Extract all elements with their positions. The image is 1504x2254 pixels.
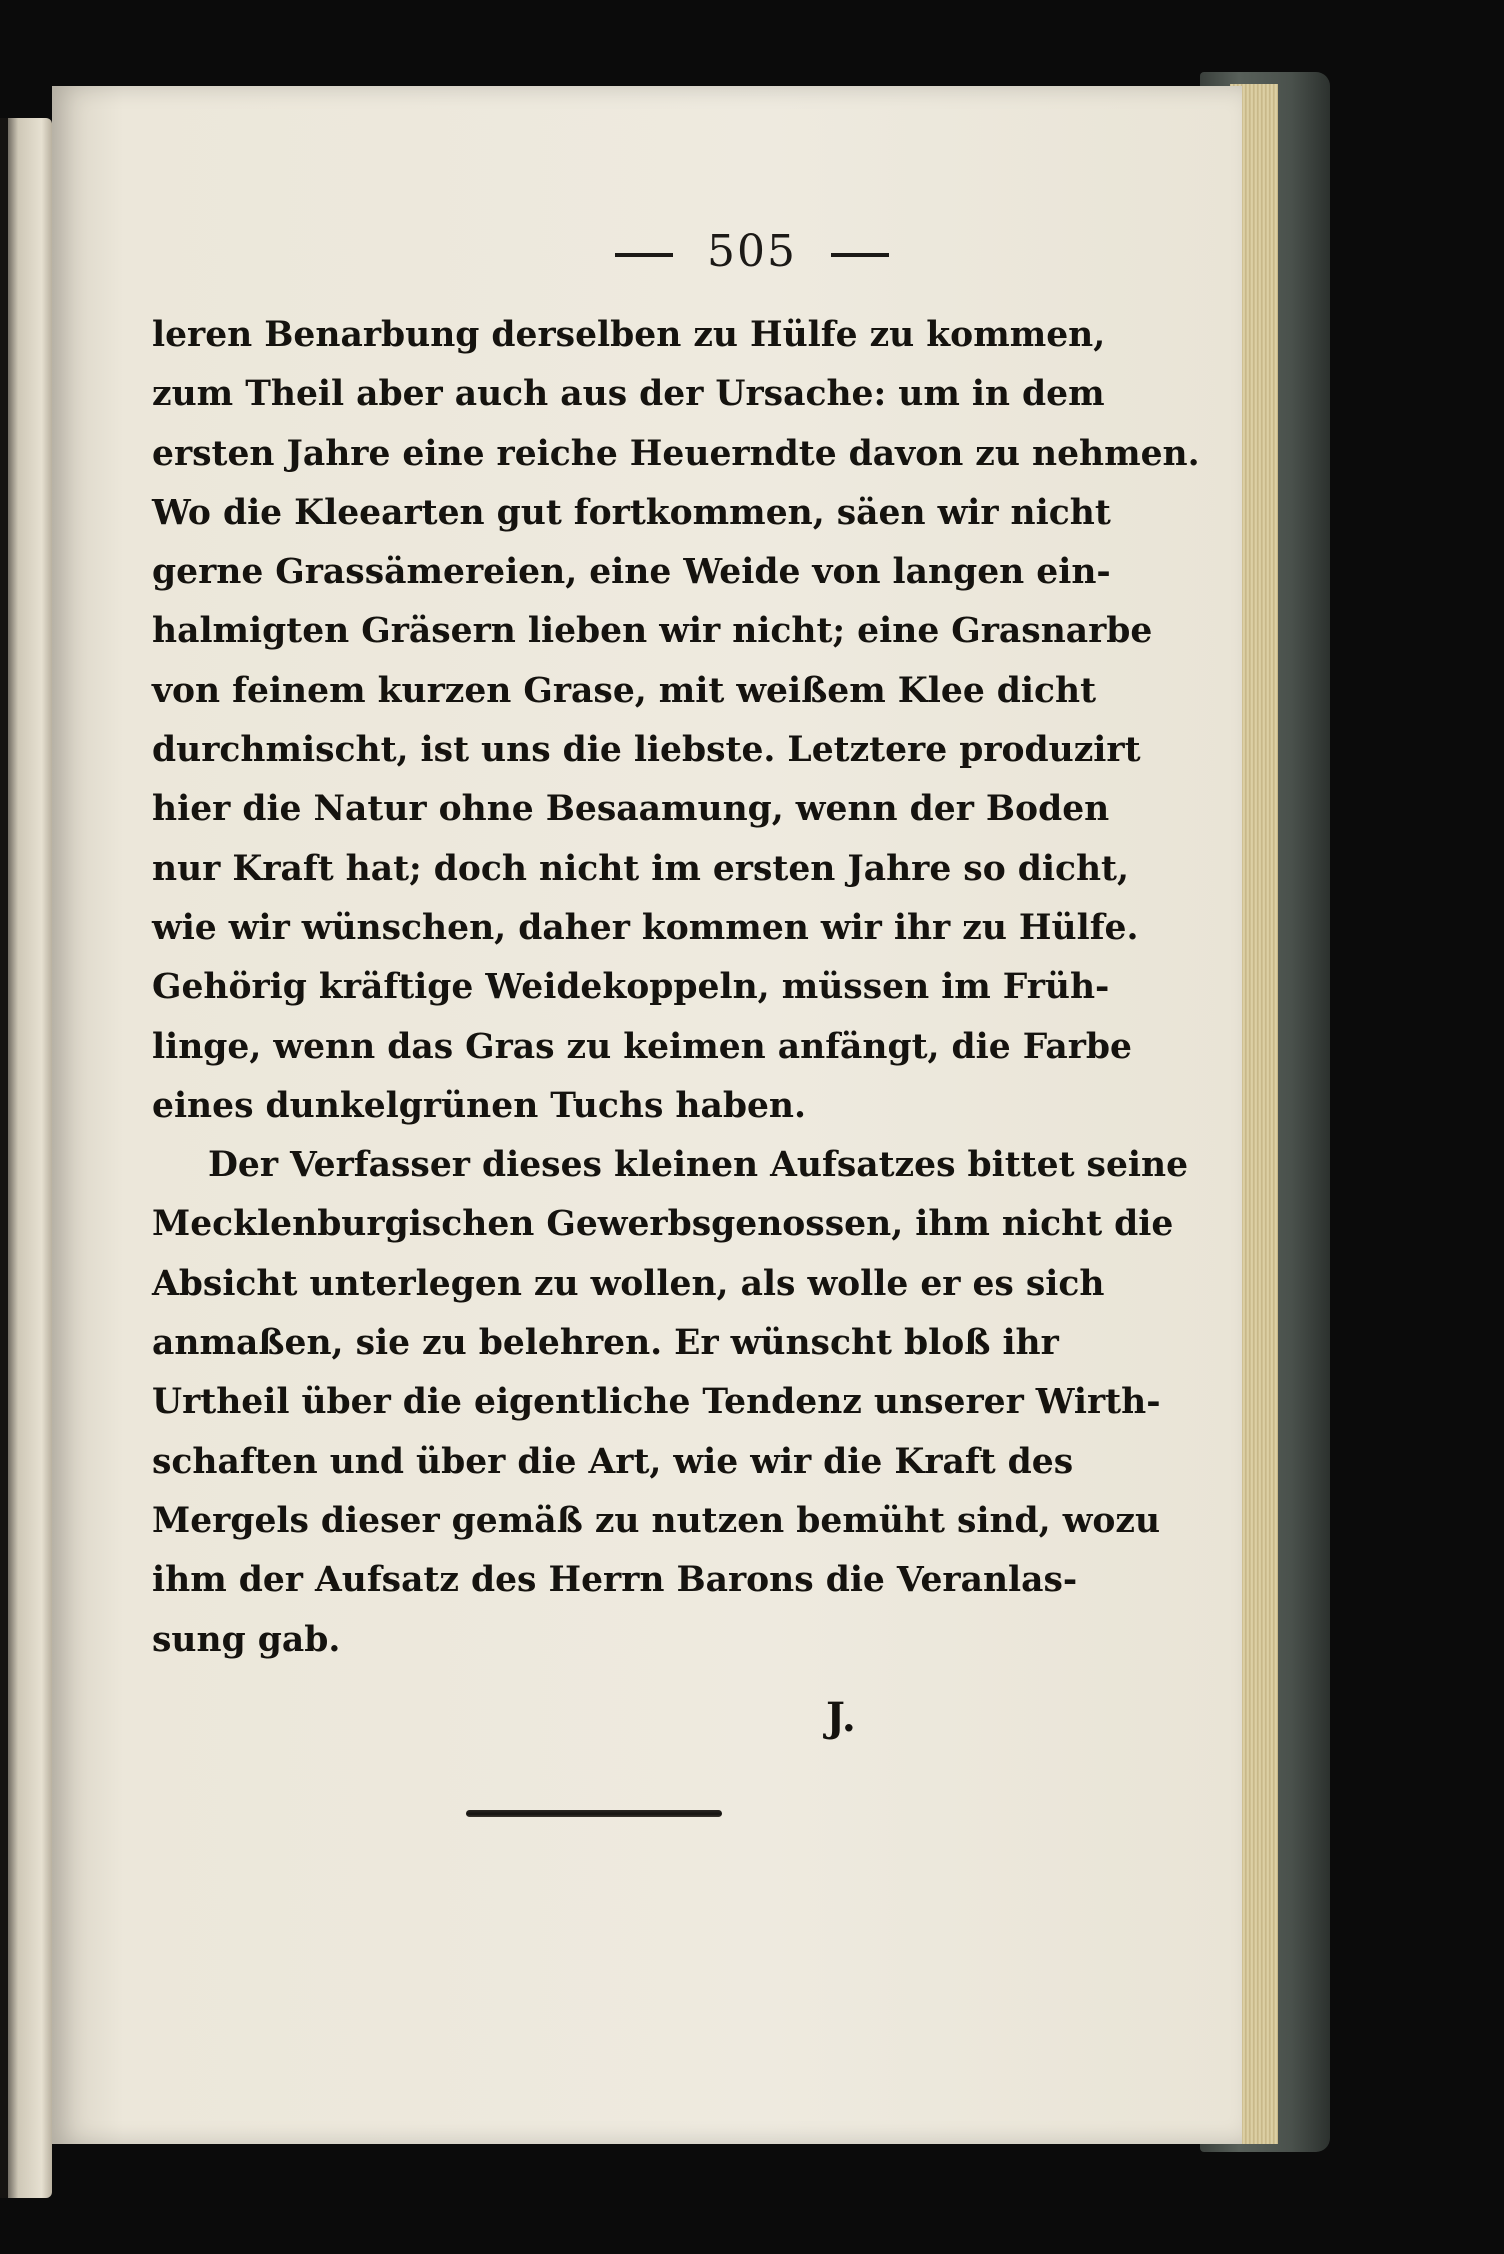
- text-line: Urtheil über die eigentliche Tendenz unserer Wirth-: [152, 1382, 1161, 1423]
- gutter-shadow: [0, 118, 8, 2198]
- text-line: sung gab.: [152, 1619, 341, 1660]
- text-line: zum Theil aber auch aus der Ursache: um in dem: [152, 374, 1105, 415]
- text-line: eines dunkelgrünen Tuchs haben.: [152, 1085, 807, 1126]
- page-header: [0, 226, 1504, 277]
- author-signature: J.: [826, 1694, 856, 1741]
- text-line: von feinem kurzen Grase, mit weißem Klee dicht: [152, 670, 1097, 711]
- text-line: anmaßen, sie zu belehren. Er wünscht bloß ihr: [152, 1323, 1059, 1364]
- text-line: Wo die Kleearten gut fortkommen, säen wir nicht: [152, 492, 1111, 533]
- text-line: schaften und über die Art, wie wir die Kraft des: [152, 1441, 1074, 1482]
- header-dash-left: [615, 253, 673, 257]
- text-line: Gehörig kräftige Weidekoppeln, müssen im Früh-: [152, 967, 1110, 1008]
- text-line: gerne Grassämereien, eine Weide von langen ein-: [152, 552, 1111, 593]
- text-line: Der Verfasser dieses kleinen Aufsatzes bittet seine: [208, 1145, 1189, 1186]
- page-number: 505: [707, 226, 797, 277]
- text-line: Absicht unterlegen zu wollen, als wolle er es sich: [152, 1263, 1105, 1304]
- text-line: leren Benarbung derselben zu Hülfe zu kommen,: [152, 315, 1106, 355]
- header-dash-right: [831, 253, 889, 257]
- body-text: [152, 306, 1200, 1670]
- text-line: ersten Jahre eine reiche Heuerndte davon zu nehmen.: [152, 433, 1200, 474]
- text-line: hier die Natur ohne Besaamung, wenn der Boden: [152, 789, 1110, 830]
- text-line: linge, wenn das Gras zu keimen anfängt, die Farbe: [152, 1026, 1132, 1067]
- text-line: Mecklenburgischen Gewerbsgenossen, ihm nicht die: [152, 1204, 1174, 1245]
- text-line: durchmischt, ist uns die liebste. Letztere produzirt: [152, 730, 1141, 771]
- text-line: Mergels dieser gemäß zu nutzen bemüht sind, wozu: [152, 1500, 1161, 1541]
- section-end-rule: [466, 1810, 722, 1817]
- text-line: halmigten Gräsern lieben wir nicht; eine Grasnarbe: [152, 611, 1153, 652]
- text-line: ihm der Aufsatz des Herrn Barons die Veranlas-: [152, 1560, 1078, 1601]
- text-line: nur Kraft hat; doch nicht im ersten Jahre so dicht,: [152, 848, 1130, 889]
- text-line: wie wir wünschen, daher kommen wir ihr zu Hülfe.: [152, 907, 1139, 948]
